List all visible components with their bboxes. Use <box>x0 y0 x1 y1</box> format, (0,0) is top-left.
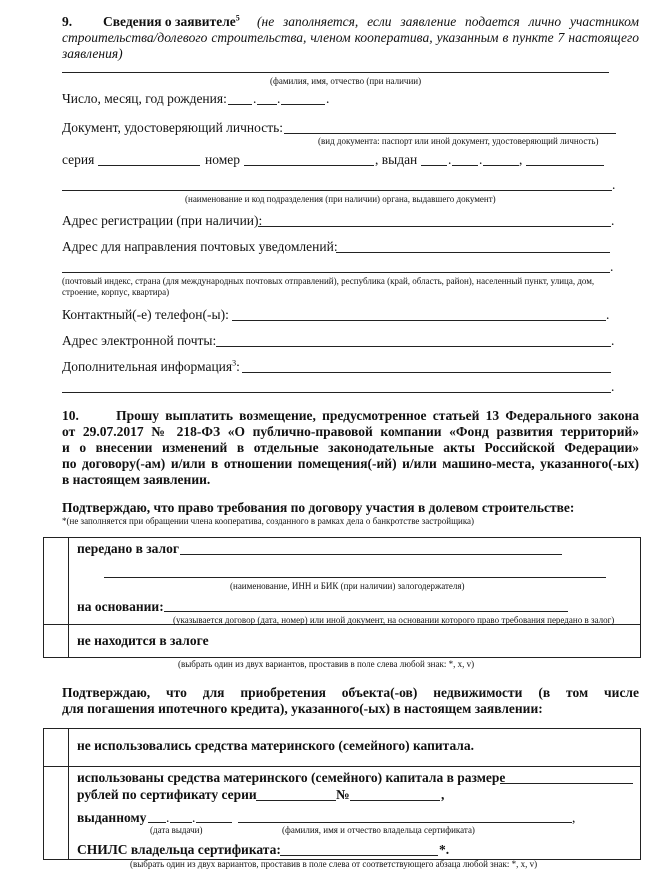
issued-to-label: выданному <box>77 810 147 825</box>
pledge-choose-note: (выбрать один из двух вариантов, проставив в поле слева любой знак: *, x, v) <box>178 659 475 669</box>
date-caption: (дата выдачи) <box>150 825 203 835</box>
capital-option-2-checkbox[interactable] <box>44 767 68 858</box>
issuer-caption: (наименование и код подразделения (при наличии) органа, выдавшего документ) <box>185 194 496 204</box>
pledgee-field[interactable] <box>180 554 562 555</box>
section-note-line-2: строительства/долевого строительства, членом кооператива, указанным в пункте 7 настоящего <box>62 30 639 45</box>
issuer-short-field[interactable] <box>526 165 604 166</box>
issue-month-field[interactable] <box>452 165 478 166</box>
owner-caption: (фамилия, имя и отчество владельца сертификата) <box>282 825 475 835</box>
pledged-label: передано в залог <box>77 541 179 556</box>
series-field[interactable] <box>98 165 200 166</box>
certificate-owner-field[interactable] <box>238 822 572 823</box>
capital-table-divider <box>68 728 69 859</box>
certificate-series-field[interactable] <box>256 800 336 801</box>
certificate-series-label: рублей по сертификату серии <box>77 787 257 802</box>
cert-issue-day-field[interactable] <box>148 822 166 823</box>
number-label: номер <box>205 152 241 167</box>
section-10-line-1: 10. Прошу выплатить возмещение, предусмотренное статьей 13 Федерального закона <box>62 408 639 423</box>
extra-info-field-2[interactable] <box>62 392 611 393</box>
section-10-line-4: по договору(-ам) и/или в отношении помещения(-ий) и/или машино-места, указанного(-ых) <box>62 456 639 471</box>
address-caption-line-2: строение, корпус, квартира) <box>62 287 170 297</box>
section-10-line-5: в настоящем заявлении. <box>62 472 211 487</box>
capital-option-1-checkbox[interactable] <box>44 729 68 766</box>
pledge-table-divider <box>68 537 69 657</box>
capital-not-used-label: не использовались средства материнского (семейного) капитала. <box>77 738 475 753</box>
capital-used-label: использованы средства материнского (семейного) капитала в размере <box>77 770 506 785</box>
capital-amount-field[interactable] <box>500 783 633 784</box>
birth-day-field[interactable] <box>228 104 252 105</box>
pledge-option-1-checkbox[interactable] <box>44 538 68 624</box>
capital-heading-line-1: Подтверждаю, что для приобретения объекта(-ов) недвижимости (в том числе <box>62 685 639 700</box>
section-note-line-1: (не заполняется, если заявление подается лично участником <box>257 14 639 29</box>
certificate-number-field[interactable] <box>350 800 440 801</box>
pledgee-field-2[interactable] <box>104 577 606 578</box>
phone-field[interactable] <box>232 320 606 321</box>
email-field[interactable] <box>216 346 611 347</box>
capital-table-row-separator <box>43 766 640 767</box>
birth-year-field[interactable] <box>281 104 325 105</box>
pledge-note: *(не заполняется при обращении члена кооператива, созданного в рамках дела о банкротстве застройщика) <box>62 516 475 526</box>
issue-day-field[interactable] <box>421 165 447 166</box>
pledgee-caption: (наименование, ИНН и БИК (при наличии) залогодержателя) <box>230 581 465 591</box>
address-caption-line-1: (почтовый индекс, страна (для международных почтовых отправлений), республика (край, область, район), населенный пункт, улица, дом, <box>62 276 595 286</box>
series-label: серия <box>62 152 95 167</box>
birth-date-label: Число, месяц, год рождения: <box>62 91 227 106</box>
id-document-caption: (вид документа: паспорт или иной документ, удостоверяющий личность) <box>318 136 599 146</box>
section-10-line-2: от 29.07.2017 № 218-ФЗ «О публично-правовой компании «Фонд развития территорий» <box>62 424 639 439</box>
fio-field[interactable] <box>62 72 609 73</box>
snils-label: СНИЛС владельца сертификата: <box>77 842 281 857</box>
mail-address-field-2[interactable] <box>62 272 610 273</box>
mail-address-label: Адрес для направления почтовых уведомлений: <box>62 239 338 254</box>
snils-field[interactable] <box>280 855 438 856</box>
cert-issue-month-field[interactable] <box>170 822 192 823</box>
id-document-label: Документ, удостоверяющий личность: <box>62 120 284 135</box>
birth-month-field[interactable] <box>257 104 277 105</box>
email-label: Адрес электронной почты: <box>62 333 217 348</box>
registration-address-field[interactable] <box>258 226 611 227</box>
extra-info-label: Дополнительная информация$^3$: <box>62 358 240 374</box>
cert-issue-year-field[interactable] <box>196 822 232 823</box>
extra-info-field[interactable] <box>242 372 611 373</box>
issue-year-field[interactable] <box>483 165 519 166</box>
basis-caption: (указывается договор (дата, номер) или иной документ, на основании которого право требования передано в залог) <box>173 615 615 625</box>
section-number: 9. <box>62 14 73 29</box>
fio-caption: (фамилия, имя, отчество (при наличии) <box>270 76 422 86</box>
pledge-heading: Подтверждаю, что право требования по договору участия в долевом строительстве: <box>62 500 575 515</box>
number-field[interactable] <box>244 165 374 166</box>
section-title: Сведения о заявителе <box>103 14 236 29</box>
issued-label: , выдан <box>375 152 418 167</box>
pledge-option-2-checkbox[interactable] <box>44 625 68 656</box>
basis-field[interactable] <box>164 611 568 612</box>
basis-label: на основании: <box>77 599 164 614</box>
phone-label: Контактный(-е) телефон(-ы): <box>62 307 229 322</box>
capital-heading-line-2: для погашения ипотечного кредита), указанного(-ых) в настоящем заявлении: <box>62 701 543 716</box>
mail-address-field[interactable] <box>336 252 610 253</box>
footnote-mark: 5 <box>235 13 240 23</box>
section-10-line-3: и о внесении изменений в отдельные законодательные акты Российской Федерации» <box>62 440 639 455</box>
id-document-field[interactable] <box>284 133 616 134</box>
registration-address-label: Адрес регистрации (при наличии): <box>62 213 263 228</box>
issuer-field[interactable] <box>62 190 612 191</box>
not-pledged-label: не находится в залоге <box>77 633 209 648</box>
capital-choose-note: (выбрать один из двух вариантов, проставив в поле слева от соответствующего абзаца любой знак: *, x, v) <box>130 859 538 869</box>
section-note-line-3: заявления) <box>62 46 123 61</box>
